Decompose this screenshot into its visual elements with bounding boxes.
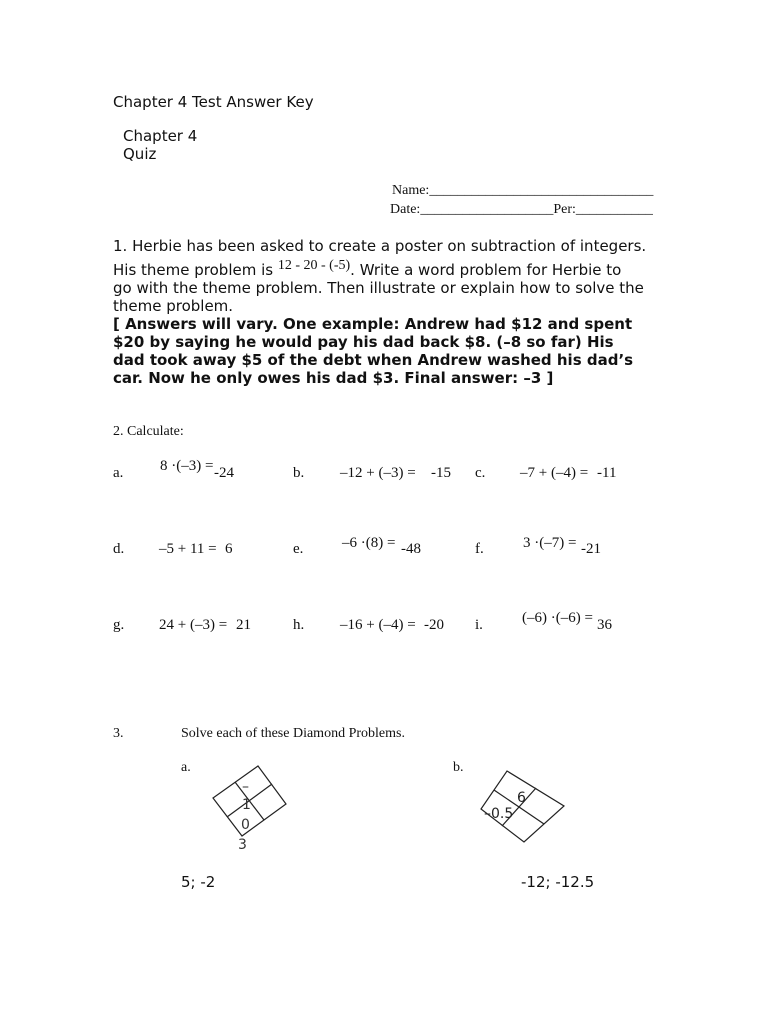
diamond-a — [200, 760, 310, 860]
q2-answer-c: -11 — [597, 465, 617, 481]
q1-theme-expression: 12 - 20 - (-5) — [277, 258, 351, 273]
q2-label-h: h. — [293, 617, 305, 633]
q1-line1: 1. Herbie has been asked to create a poster on subtraction of integers. — [113, 237, 647, 255]
q2-label-d: d. — [113, 541, 125, 557]
q3-number: 3. — [113, 726, 124, 741]
q1-answer-line3: dad took away $5 of the debt when Andrew washed his dad’s — [113, 351, 634, 369]
q2-answer-b: -15 — [431, 465, 451, 481]
q2-expr-b: –12 + (–3) = — [340, 465, 416, 481]
q2-answer-d: 6 — [225, 541, 233, 557]
q1-answer-line4: car. Now he only owes his dad $3. Final answer: –3 ] — [113, 369, 554, 387]
q1-answer-line2: $20 by saying he would pay his dad back $8. (–8 so far) His — [113, 333, 614, 351]
q2-answer-f: -21 — [581, 541, 601, 557]
q2-heading: 2. Calculate: — [113, 424, 184, 439]
q2-label-i: i. — [475, 617, 483, 633]
q2-answer-e: -48 — [401, 541, 421, 557]
q2-label-b: b. — [293, 465, 305, 481]
q2-expr-c: –7 + (–4) = — [520, 465, 589, 481]
diamond-b-top-value: 6 — [517, 790, 526, 806]
diamond-b — [475, 765, 575, 855]
q2-expr-h: –16 + (–4) = — [340, 617, 416, 633]
q2-expr-a: 8 ·(–3) = — [160, 458, 214, 474]
diamond-a-mid-value-2: 0 — [241, 817, 250, 833]
q1-line2-prefix: His theme problem is — [113, 261, 274, 279]
q2-expr-e: –6 ·(8) = — [342, 535, 396, 551]
diamond-b-left-value: –0.5 — [484, 806, 514, 822]
q1-line2-suffix: . Write a word problem for Herbie to — [350, 261, 622, 279]
q3-label-a: a. — [181, 760, 191, 775]
name-field: Name:________________________________ — [392, 183, 654, 198]
diamond-a-mid-value-1: 1 — [242, 797, 251, 813]
q2-answer-h: -20 — [424, 617, 444, 633]
q3-answer-a: 5; -2 — [181, 873, 216, 891]
q2-expr-i: (–6) ·(–6) = — [522, 610, 593, 626]
q2-label-e: e. — [293, 541, 304, 557]
q2-label-f: f. — [475, 541, 484, 557]
q2-label-c: c. — [475, 465, 486, 481]
q1-answer-line1: [ Answers will vary. One example: Andrew had $12 and spent — [113, 315, 633, 333]
q2-expr-d: –5 + 11 = — [159, 541, 217, 557]
date-period-field: Date:___________________Per:___________ — [390, 202, 653, 217]
subtitle-chapter: Chapter 4 — [123, 127, 198, 145]
page-title: Chapter 4 Test Answer Key — [113, 93, 314, 111]
q3-answer-b: -12; -12.5 — [521, 873, 595, 891]
q2-expr-g: 24 + (–3) = — [159, 617, 228, 633]
q2-answer-g: 21 — [236, 617, 251, 633]
q3-heading: Solve each of these Diamond Problems. — [181, 726, 405, 741]
q1-line4: theme problem. — [113, 297, 234, 315]
q3-label-b: b. — [453, 760, 464, 775]
q1-line3: go with the theme problem. Then illustrate or explain how to solve the — [113, 279, 644, 297]
q1-line2 — [113, 258, 673, 281]
q2-expr-f: 3 ·(–7) = — [523, 535, 577, 551]
q2-answer-a: -24 — [214, 465, 234, 481]
subtitle-quiz: Quiz — [123, 145, 157, 163]
diamond-a-bottom-value: 3 — [238, 837, 247, 853]
q2-label-a: a. — [113, 465, 124, 481]
q2-answer-i: 36 — [597, 617, 612, 633]
q2-label-g: g. — [113, 617, 125, 633]
diamond-a-top-value: – — [242, 779, 249, 795]
